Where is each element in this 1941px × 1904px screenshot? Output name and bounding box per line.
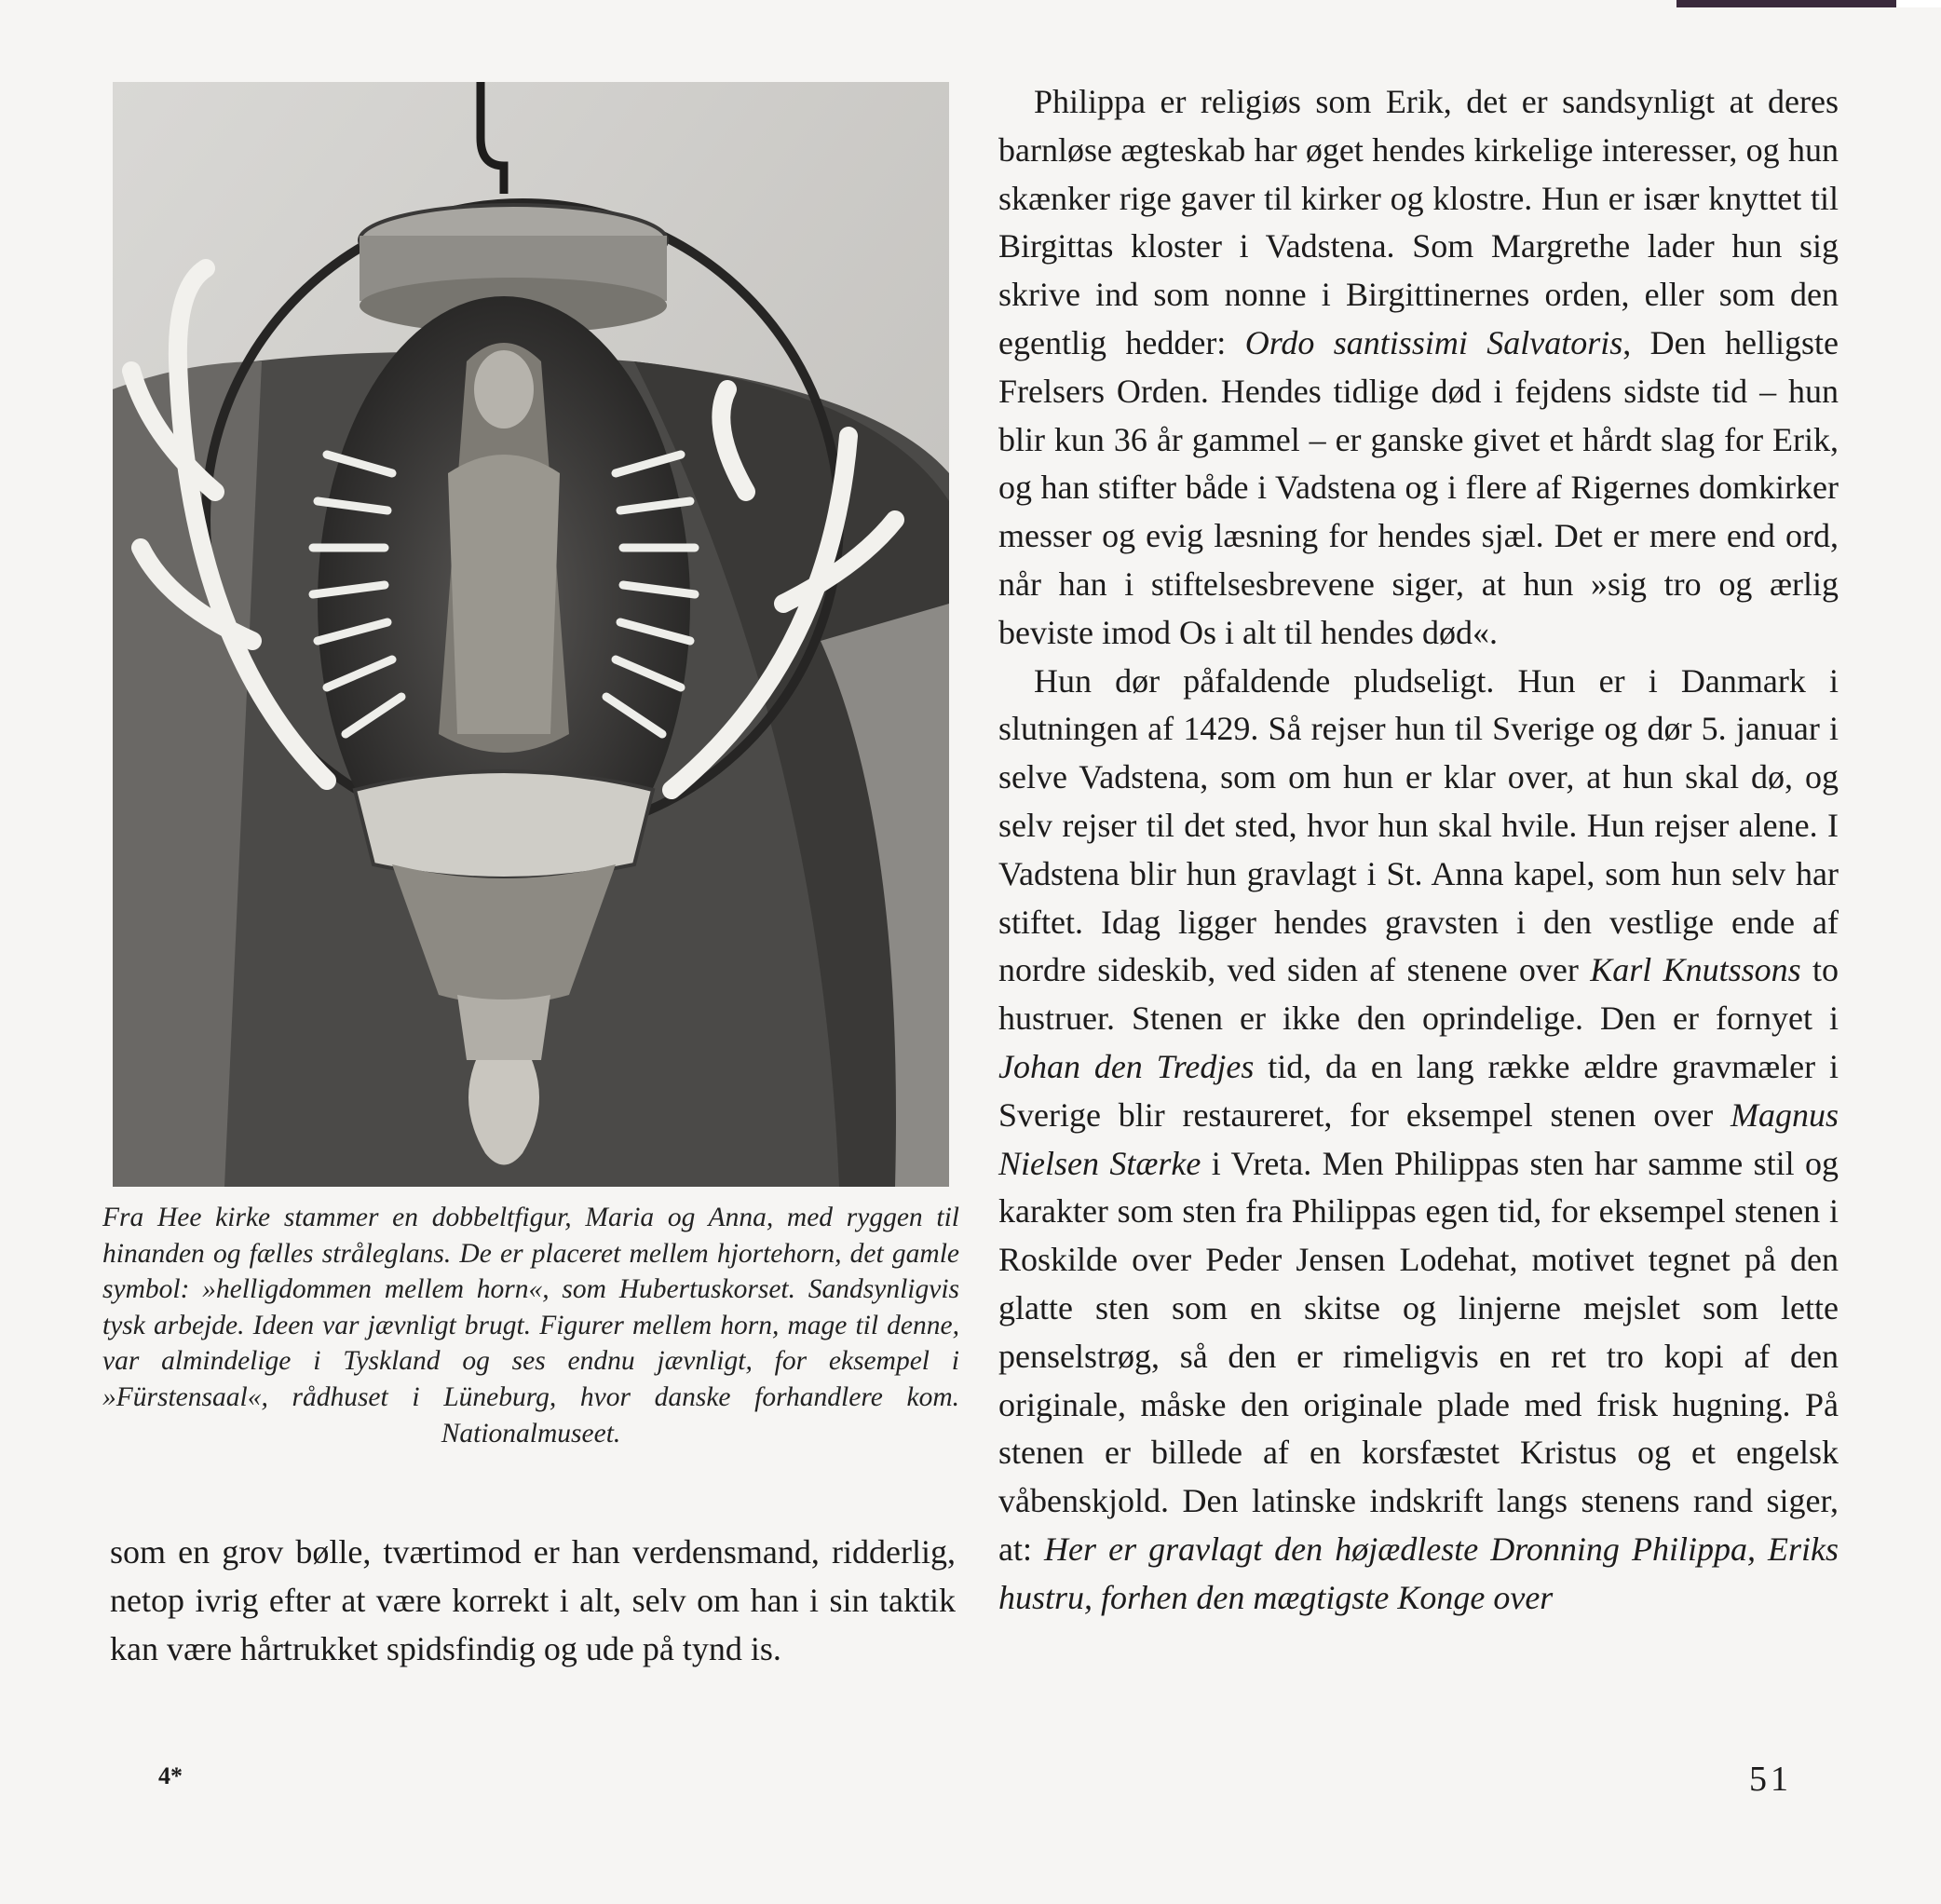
text-run: Philippa er religiøs som Erik, det er sandsynligt at deres barnløse ægteskab har øget hendes kirkelige interesser, og hun skænker rige gaver til kirker og klostre. Hun er især knyttet til Birgittas kloster i Vadstena. Som Margrethe lader hun sig skrive ind som nonne i Birgittinernes orden, eller som den egentlig hedder: bbox=[998, 83, 1839, 361]
text-run: to hustruer. Stenen er ikke den oprindelige. Den er fornyet i bbox=[998, 951, 1839, 1038]
scan-edge-white bbox=[1896, 0, 1941, 7]
italic-run: Ordo santissimi Salvatoris bbox=[1244, 323, 1623, 361]
scan-edge-bar bbox=[1676, 0, 1896, 7]
figure-photo bbox=[113, 82, 949, 1187]
text-run: Hun dør påfaldende pludseligt. Hun er i Danmark i slutningen af 1429. Så rejser hun til Sverige og dør 5. januar i selve Vadstena, som om hun er klar over, at hun skal dø, og selv rejser til det sted, hvor hun skal hvile. Hun rejser alene. I Vadstena blir hun gravlagt i St. Anna kapel, som hun selv har stiftet. Idag ligger hendes gravsten i den vestlige ende af nordre sideskib, ved siden af stenene over bbox=[998, 661, 1839, 989]
right-column-text bbox=[998, 78, 1839, 1623]
right-paragraph-2 bbox=[998, 658, 1839, 1623]
right-paragraph-1 bbox=[998, 78, 1839, 658]
signature-mark: 4* bbox=[158, 1762, 183, 1789]
page-number: 51 bbox=[1749, 1760, 1792, 1799]
left-column-text bbox=[110, 1528, 956, 1673]
italic-run: Karl Knutssons bbox=[1590, 951, 1801, 989]
madonna-antlers-photo bbox=[113, 82, 949, 1187]
text-run: i Vreta. Men Philippas sten har samme stil og karakter som sten fra Philippas egen tid, for eksempel stenen i Roskilde over Peder Jensen Lodehat, motivet tegnet på den glatte sten som en skitse og linjerne mejslet som lette penselstrøg, så den er rimeligvis en ret tro kopi af den originale, måske den originale plade med frisk hugning. På stenen er billede af en korsfæstet Kristus og et engelsk våbenskjold. Den latinske indskrift langs stenens rand siger, at: bbox=[998, 1144, 1839, 1568]
italic-run: Her er gravlagt den højædleste Dronning Philippa, Eriks hustru, forhen den mægtigste Konge over bbox=[998, 1530, 1839, 1616]
text-run: tid, da en lang række ældre gravmæler i Sverige blir restaureret, for eksempel stenen over bbox=[998, 1047, 1839, 1134]
text-run: , Den helligste Frelsers Orden. Hendes tidlige død i fejdens sidste tid – hun blir kun 36 år gammel – er ganske givet et hårdt slag for Erik, og han stifter både i Vadstena og i flere af Rigernes domkirker messer og evig læsning for hendes sjæl. Det er mere end ord, når han i stiftelsesbrevene siger, at hun »sig tro og ærlig beviste imod Os i alt til hendes død«. bbox=[998, 323, 1839, 651]
italic-run: Magnus Nielsen Stærke bbox=[998, 1095, 1839, 1182]
italic-run: Johan den Tredjes bbox=[998, 1047, 1255, 1085]
left-paragraph: som en grov bølle, tværtimod er han verdensmand, ridderlig, netop ivrig efter at være korrekt i alt, selv om han i sin taktik kan være hårtrukket spidsfindig og ude på tynd is. bbox=[110, 1533, 956, 1667]
figure-caption: Fra Hee kirke stammer en dobbeltfigur, Maria og Anna, med ryggen til hinanden og fælles stråleglans. De er placeret mellem hjortehorn, det gamle symbol: »helligdommen mellem horn«, som Hubertuskorset. Sandsynligvis tysk arbejde. Ideen var jævnligt brugt. Figurer mellem horn, mage til denne, var almindelige i Tyskland og ses endnu jævnligt, for eksempel i »Fürstensaal«, rådhuset i Lüneburg, hvor danske forhandlere kom. Nationalmuseet. bbox=[102, 1203, 959, 1448]
